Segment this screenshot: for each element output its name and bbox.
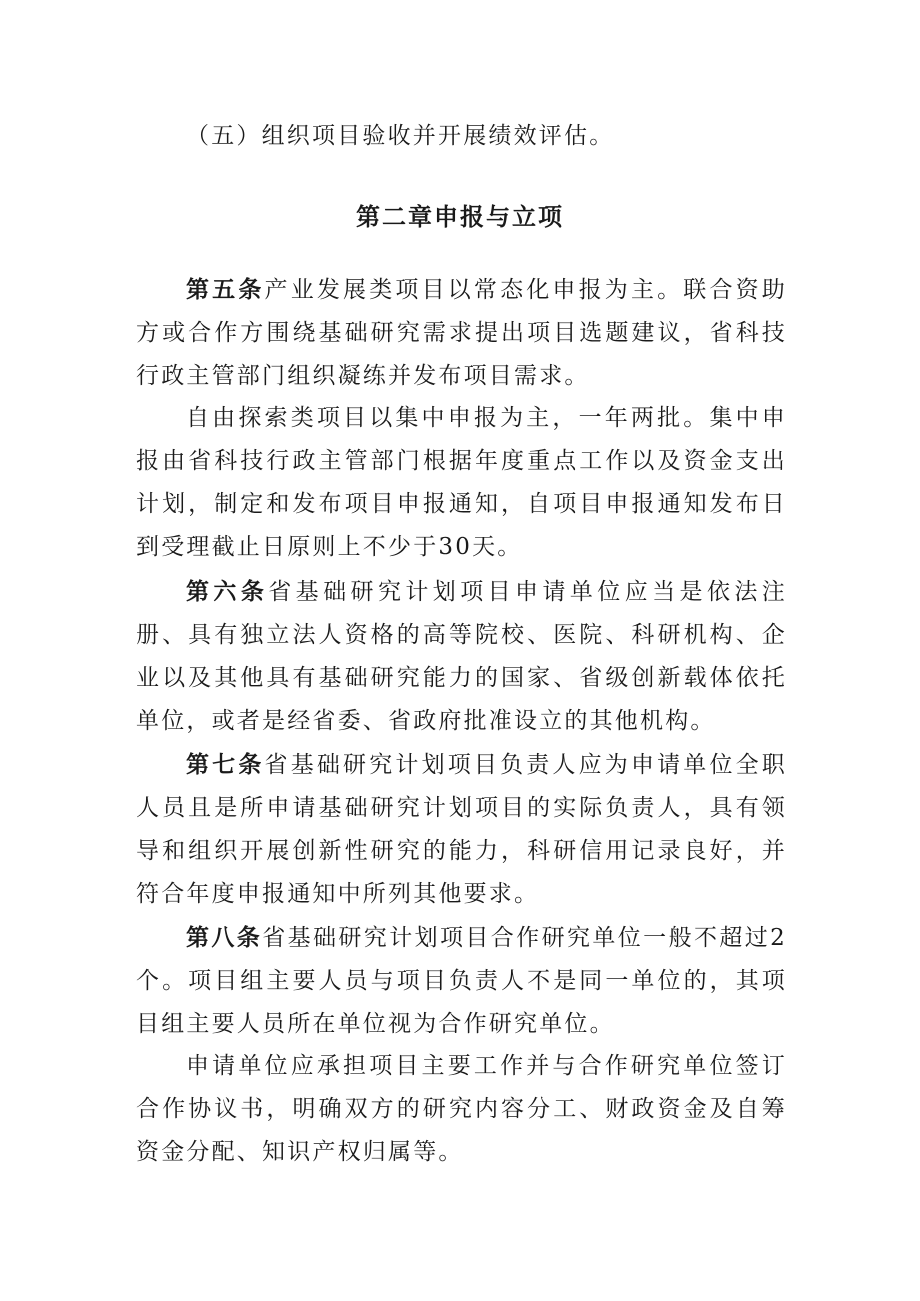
article-7-paragraph — [136, 743, 787, 916]
article-text: 省基础研究计划项目负责人应为申请单位全职人员且是所申请基础研究计划项目的实际负责人，具有领导和组织开展创新性研究的能力，科研信用记录良好，并符合年度申报通知中所列其他要求。 — [136, 752, 788, 907]
article-text: 省基础研究计划项目合作研究单位一般不超过2个。项目组主要人员与项目负责人不是同一单位的，其项目组主要人员所在单位视为合作研究单位。 — [136, 925, 787, 1037]
article-6-paragraph — [136, 570, 787, 743]
article-label: 第八条 — [186, 924, 263, 951]
article-label: 第五条 — [186, 276, 265, 303]
article-label: 第六条 — [186, 578, 269, 605]
paragraph-text: 申请单位应承担项目主要工作并与合作研究单位签订合作协议书，明确双方的研究内容分工、财政资金及自筹资金分配、知识产权归属等。 — [136, 1053, 787, 1165]
article-text: 省基础研究计划项目申请单位应当是依法注册、具有独立法人资格的高等院校、医院、科研机构、企业以及其他具有基础研究能力的国家、省级创新载体依托单位，或者是经省委、省政府批准设立的其他机构。 — [136, 579, 787, 734]
article-8-paragraph — [136, 916, 787, 1046]
paragraph-free-exploration — [136, 397, 787, 569]
intro-item: （五）组织项目验收并开展绩效评估。 — [186, 123, 615, 149]
article-5-paragraph — [136, 268, 787, 398]
paragraph-cooperation-agreement — [136, 1045, 787, 1174]
paragraph-text: 自由探索类项目以集中申报为主，一年两批。集中申报由省科技行政主管部门根据年度重点工作以及资金支出计划，制定和发布项目申报通知，自项目申报通知发布日到受理截止日原则上不少于30天。 — [136, 405, 787, 560]
chapter-title: 第二章申报与立项 — [356, 203, 564, 231]
article-label: 第七条 — [186, 751, 265, 778]
article-text: 产业发展类项目以常态化申报为主。联合资助方或合作方围绕基础研究需求提出项目选题建议，省科技行政主管部门组织凝练并发布项目需求。 — [136, 277, 788, 389]
